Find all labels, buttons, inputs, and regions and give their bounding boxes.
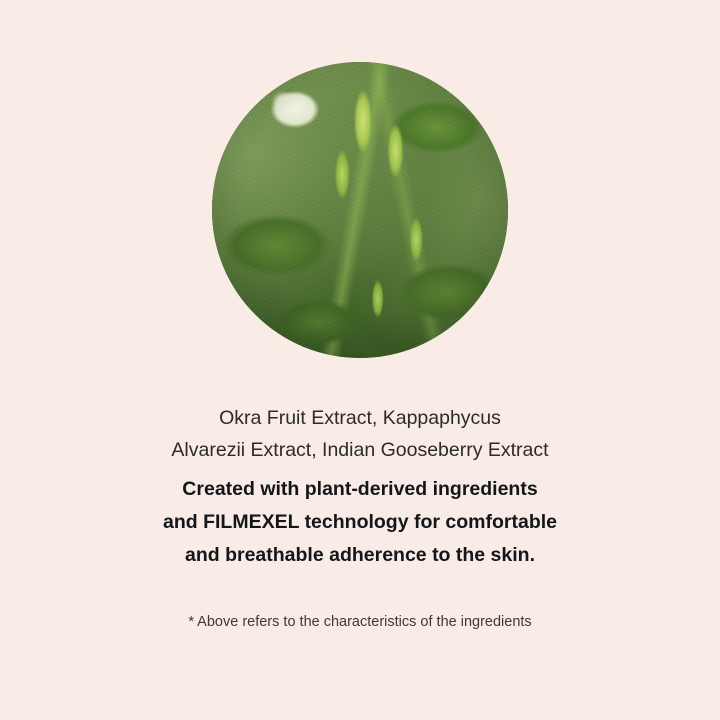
ingredient-list-line: Alvarezii Extract, Indian Gooseberry Extract	[171, 439, 549, 461]
ingredient-list-line: Okra Fruit Extract, Kappaphycus	[219, 407, 501, 429]
product-claim-line: Created with plant-derived ingredients	[182, 478, 538, 500]
product-claim	[100, 473, 620, 572]
photo-vignette-overlay	[212, 62, 508, 358]
ingredient-list	[100, 402, 620, 466]
product-claim-line: and breathable adherence to the skin.	[184, 544, 535, 566]
okra-plant-photo	[212, 62, 508, 358]
product-claim-line: and FILMEXEL technology for comfortable	[163, 511, 557, 533]
footnote-disclaimer	[80, 612, 640, 632]
footnote-text: * Above refers to the characteristics of the ingredients	[188, 614, 532, 630]
